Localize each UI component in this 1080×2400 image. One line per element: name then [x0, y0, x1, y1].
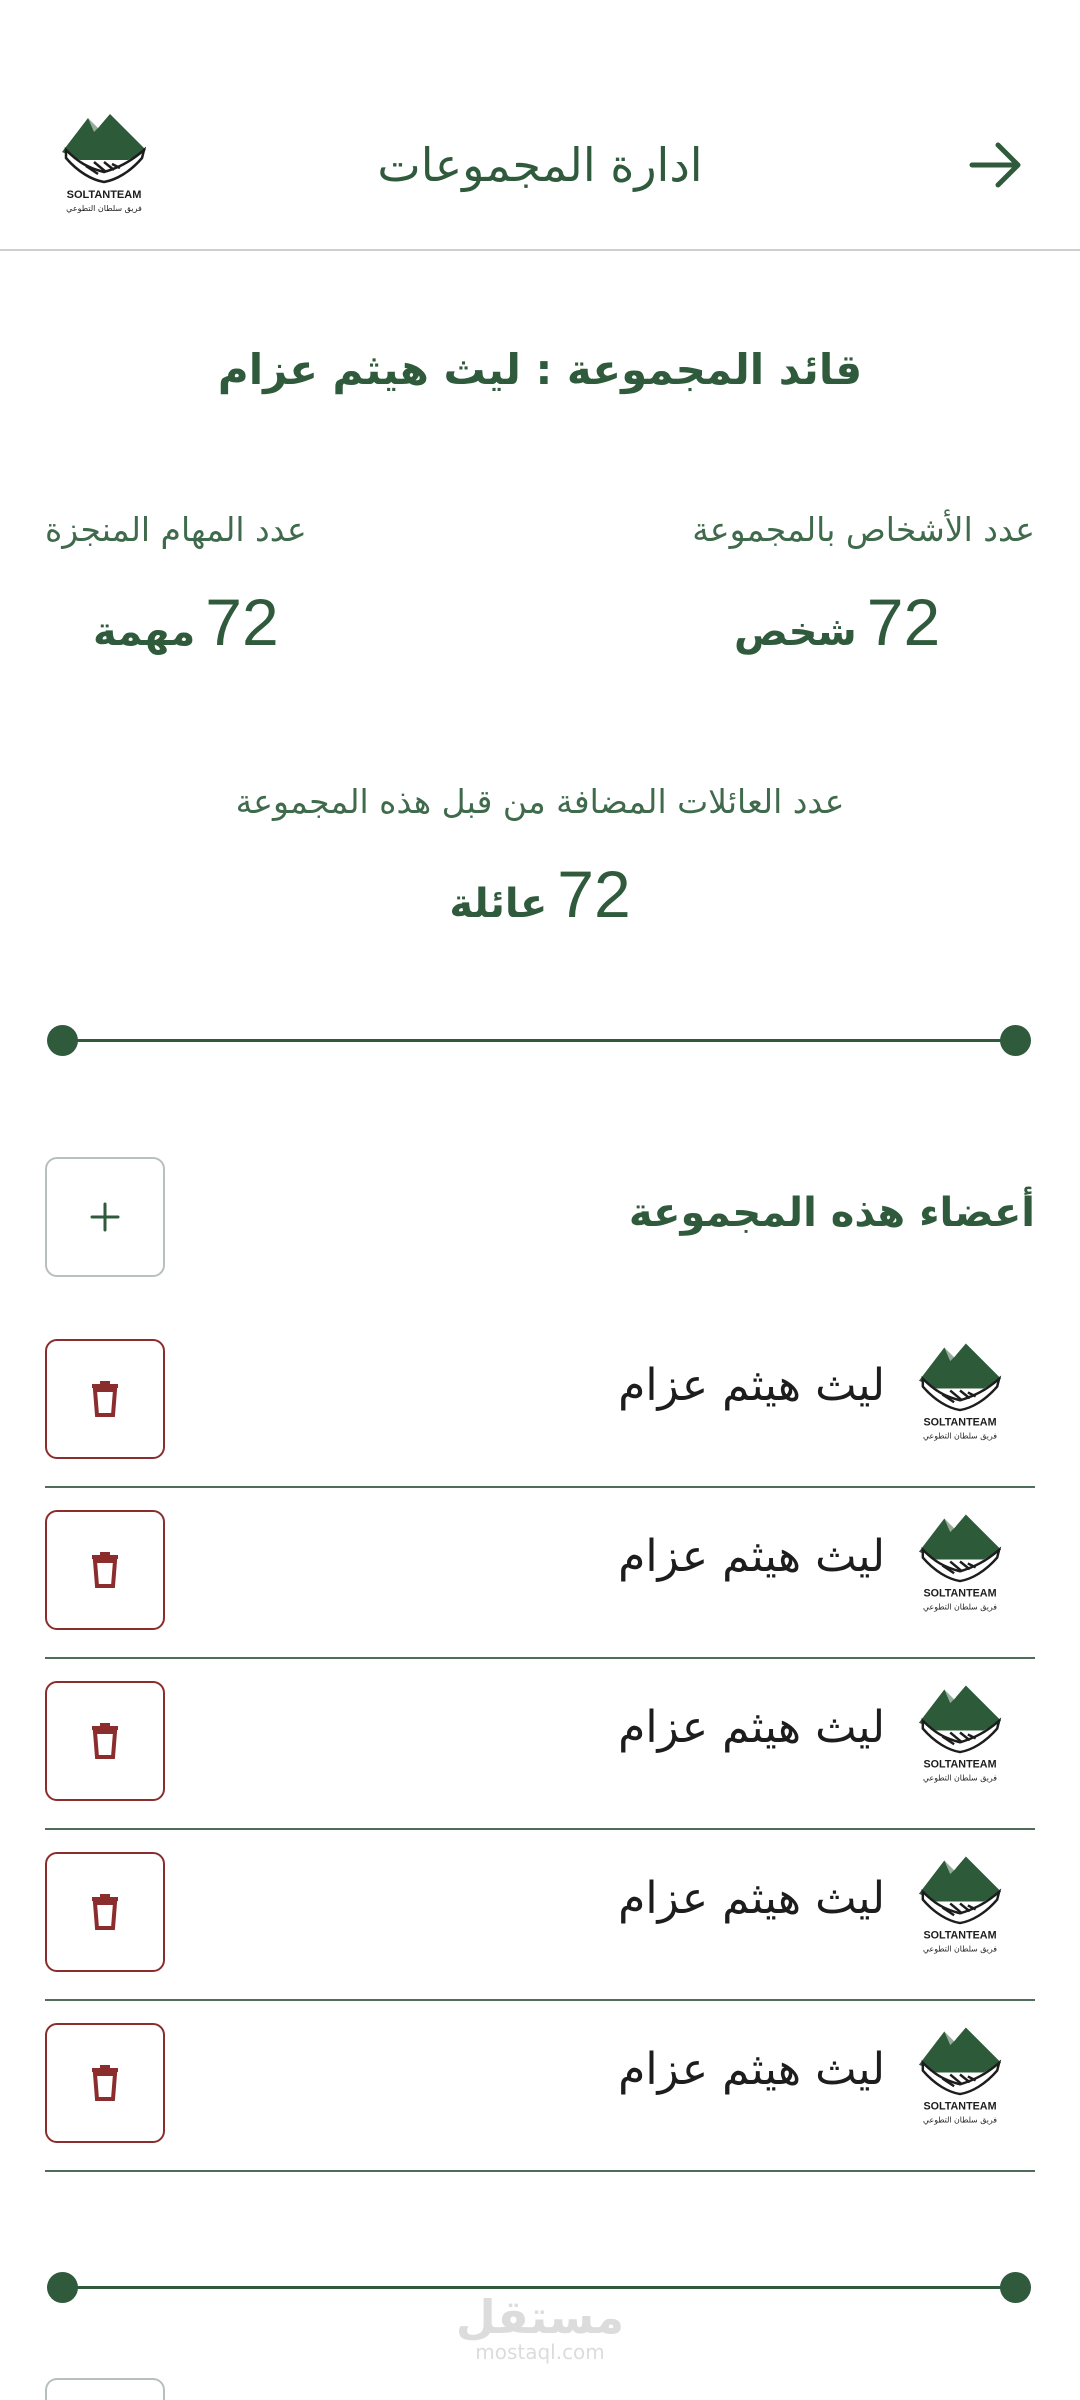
logo-text-en: SOLTANTEAM	[923, 2100, 997, 2113]
delete-member-button[interactable]	[45, 2023, 165, 2143]
watermark-en: mostaql.com	[475, 2340, 605, 2364]
logo-text-en: SOLTANTEAM	[923, 1416, 997, 1429]
members-section-title: أعضاء هذه المجموعة	[628, 1190, 1035, 1236]
watermark-ar: مستقل	[455, 2290, 625, 2344]
member-row[interactable]	[45, 1488, 1035, 1659]
logo-text-en: SOLTANTEAM	[66, 189, 142, 201]
member-row[interactable]	[45, 1830, 1035, 2001]
trash-icon	[90, 1381, 120, 1417]
delete-member-button[interactable]	[45, 1852, 165, 1972]
group-leader	[0, 345, 1080, 394]
delete-member-button[interactable]	[45, 1339, 165, 1459]
families-count-value	[0, 856, 1080, 932]
member-name: ليث هيثم عزام	[618, 2044, 885, 2095]
section-divider	[62, 2286, 1016, 2289]
people-count-number: 72	[866, 585, 941, 659]
watermark	[0, 2290, 1080, 2364]
member-name: ليث هيثم عزام	[618, 1531, 885, 1582]
logo-text-ar: فريق سلطان التطوعي	[66, 204, 142, 213]
member-row[interactable]	[45, 1659, 1035, 1830]
logo-text-ar: فريق سلطان التطوعي	[923, 2115, 997, 2125]
divider-dot	[1000, 1025, 1031, 1056]
member-avatar	[915, 1339, 1005, 1443]
trash-icon	[90, 1723, 120, 1759]
logo-text-en: SOLTANTEAM	[923, 1758, 997, 1771]
logo-text-en: SOLTANTEAM	[923, 1929, 997, 1942]
delete-member-button[interactable]	[45, 1681, 165, 1801]
trash-icon	[90, 2065, 120, 2101]
arrow-right-icon	[968, 140, 1024, 190]
plus-icon	[89, 1201, 121, 1233]
tasks-count-unit: مهمة	[93, 609, 196, 655]
trash-icon	[90, 1552, 120, 1588]
logo-text-en: SOLTANTEAM	[923, 1587, 997, 1600]
divider-dot	[47, 1025, 78, 1056]
logo-text-ar: فريق سلطان التطوعي	[923, 1431, 997, 1441]
member-row[interactable]	[45, 1317, 1035, 1488]
people-count-value	[734, 584, 940, 660]
delete-member-button[interactable]	[45, 1510, 165, 1630]
app-header	[0, 0, 1080, 251]
section-divider	[62, 1039, 1016, 1042]
families-count-label: عدد العائلات المضافة من قبل هذه المجموعة	[235, 782, 845, 821]
member-name: ليث هيثم عزام	[618, 1360, 885, 1411]
page-title: ادارة المجموعات	[377, 138, 703, 192]
trash-icon	[90, 1894, 120, 1930]
people-count-label: عدد الأشخاص بالمجموعة	[692, 510, 1035, 549]
logo-text-ar: فريق سلطان التطوعي	[923, 1602, 997, 1612]
member-name: ليث هيثم عزام	[618, 1873, 885, 1924]
logo-text-ar: فريق سلطان التطوعي	[923, 1944, 997, 1954]
tasks-count-label: عدد المهام المنجزة	[45, 510, 307, 549]
leader-label: قائد المجموعة :	[535, 345, 863, 394]
people-count-unit: شخص	[734, 609, 857, 655]
member-avatar	[915, 1510, 1005, 1614]
families-count-number: 72	[557, 857, 631, 931]
tasks-count-number: 72	[205, 585, 279, 659]
back-button[interactable]	[960, 135, 1032, 195]
member-name: ليث هيثم عزام	[618, 1702, 885, 1753]
member-avatar	[915, 2023, 1005, 2127]
tasks-count-value	[93, 584, 279, 660]
member-avatar	[915, 1681, 1005, 1785]
leader-name: ليث هيثم عزام	[217, 345, 521, 394]
member-avatar	[915, 1852, 1005, 1956]
families-count-unit: عائلة	[449, 881, 548, 927]
add-member-button[interactable]	[45, 1157, 165, 1277]
logo-text-ar: فريق سلطان التطوعي	[923, 1773, 997, 1783]
member-row[interactable]	[45, 2001, 1035, 2172]
partial-button[interactable]	[45, 2378, 165, 2400]
